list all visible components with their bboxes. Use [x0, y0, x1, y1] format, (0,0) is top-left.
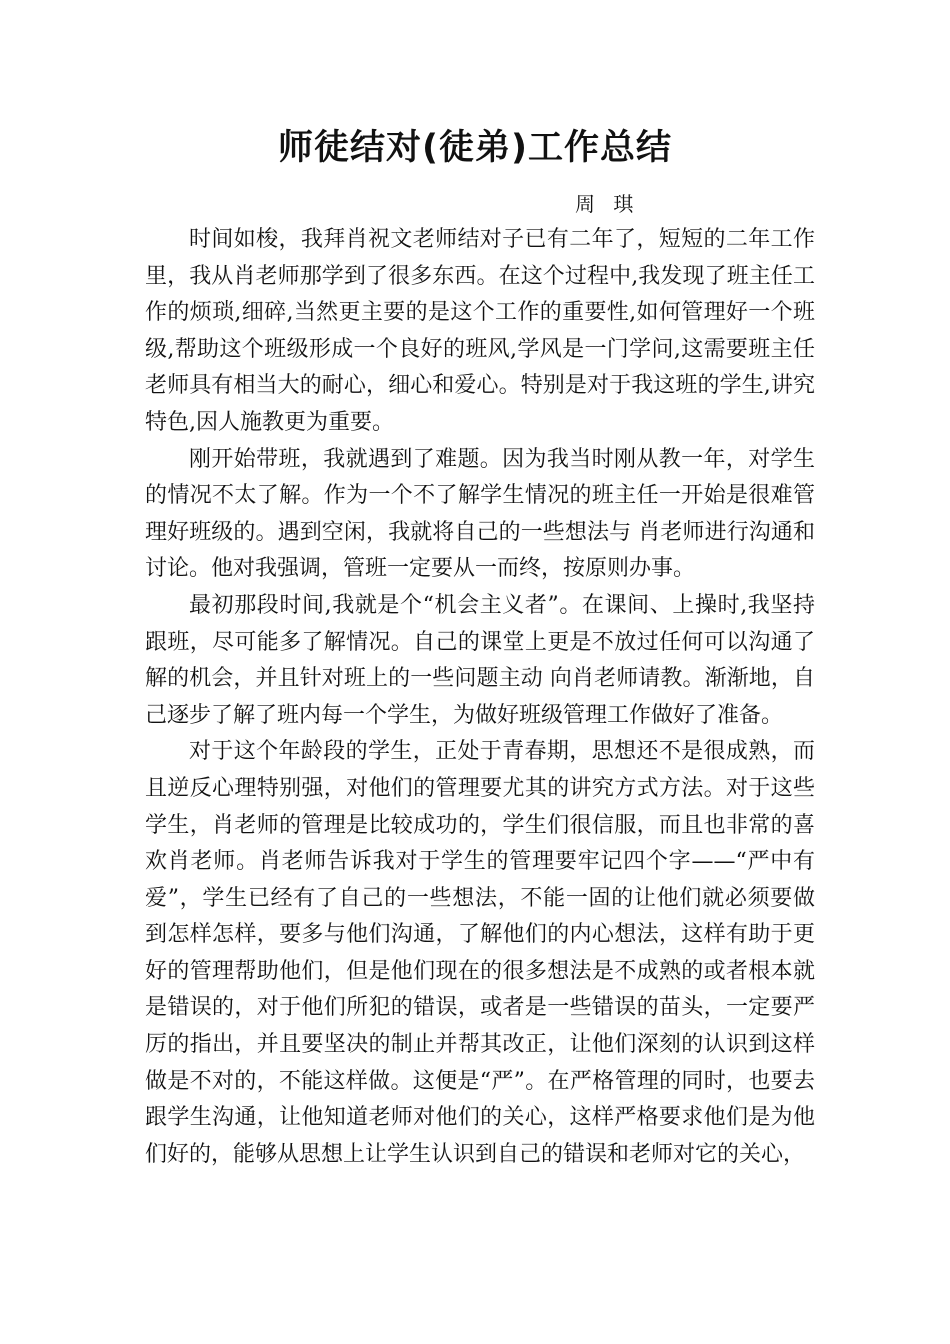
document-body: [145, 222, 815, 1173]
paragraph-3: 最初那段时间,我就是个“机会主义者”。在课间、上操时,我坚持跟班，尽可能多了解情况。自己的课堂上更是不放过任何可以沟通了解的机会，并且针对班上的一些问题主动 向肖老师请教。渐渐地，自己逐步了解了班内每一个学生，为做好班级管理工作做好了准备。: [145, 592, 815, 728]
paragraph-2: 刚开始带班，我就遇到了难题。因为我当时刚从教一年，对学生的情况不太了解。作为一个不了解学生情况的班主任一开始是很难管理好班级的。遇到空闲，我就将自己的一些想法与 肖老师进行沟通和讨论。他对我强调，管班一定要从一而终，按原则办事。: [145, 446, 815, 582]
document-title: 师徒结对(徒弟)工作总结: [278, 128, 672, 168]
paragraph-4: 对于这个年龄段的学生，正处于青春期，思想还不是很成熟，而且逆反心理特别强，对他们的管理要尤其的讲究方式方法。对于这些学生，肖老师的管理是比较成功的，学生们很信服，而且也非常的喜欢肖老师。肖老师告诉我对于学生的管理要牢记四个字——“严中有爱”，学生已经有了自己的一些想法，不能一固的让他们就必须要做到怎样怎样，要多与他们沟通，了解他们的内心想法，这样有助于更好的管理帮助他们，但是他们现在的很多想法是不成熟的或者根本就是错误的，对于他们所犯的错误，或者是一些错误的苗头，一定要严厉的指出，并且要坚决的制止并帮其改正，让他们深刻的认识到这样做是不对的，不能这样做。这便是“严”。在严格管理的同时，也要去跟学生沟通，让他知道老师对他们的关心，这样严格要求他们是为他们好的，能够从思想上让学生认识到自己的错误和老师对它的关心，: [145, 739, 815, 1167]
author-name: 周 琪: [575, 192, 640, 216]
paragraph-1: 时间如梭，我拜肖祝文老师结对子已有二年了，短短的二年工作里，我从肖老师那学到了很多东西。在这个过程中,我发现了班主任工作的烦琐,细碎,当然更主要的是这个工作的重要性,如何管理好一个班级,帮助这个班级形成一个良好的班风,学风是一门学问,这需要班主任老师具有相当大的耐心，细心和爱心。特别是对于我这班的学生,讲究特色,因人施教更为重要。: [145, 227, 815, 435]
